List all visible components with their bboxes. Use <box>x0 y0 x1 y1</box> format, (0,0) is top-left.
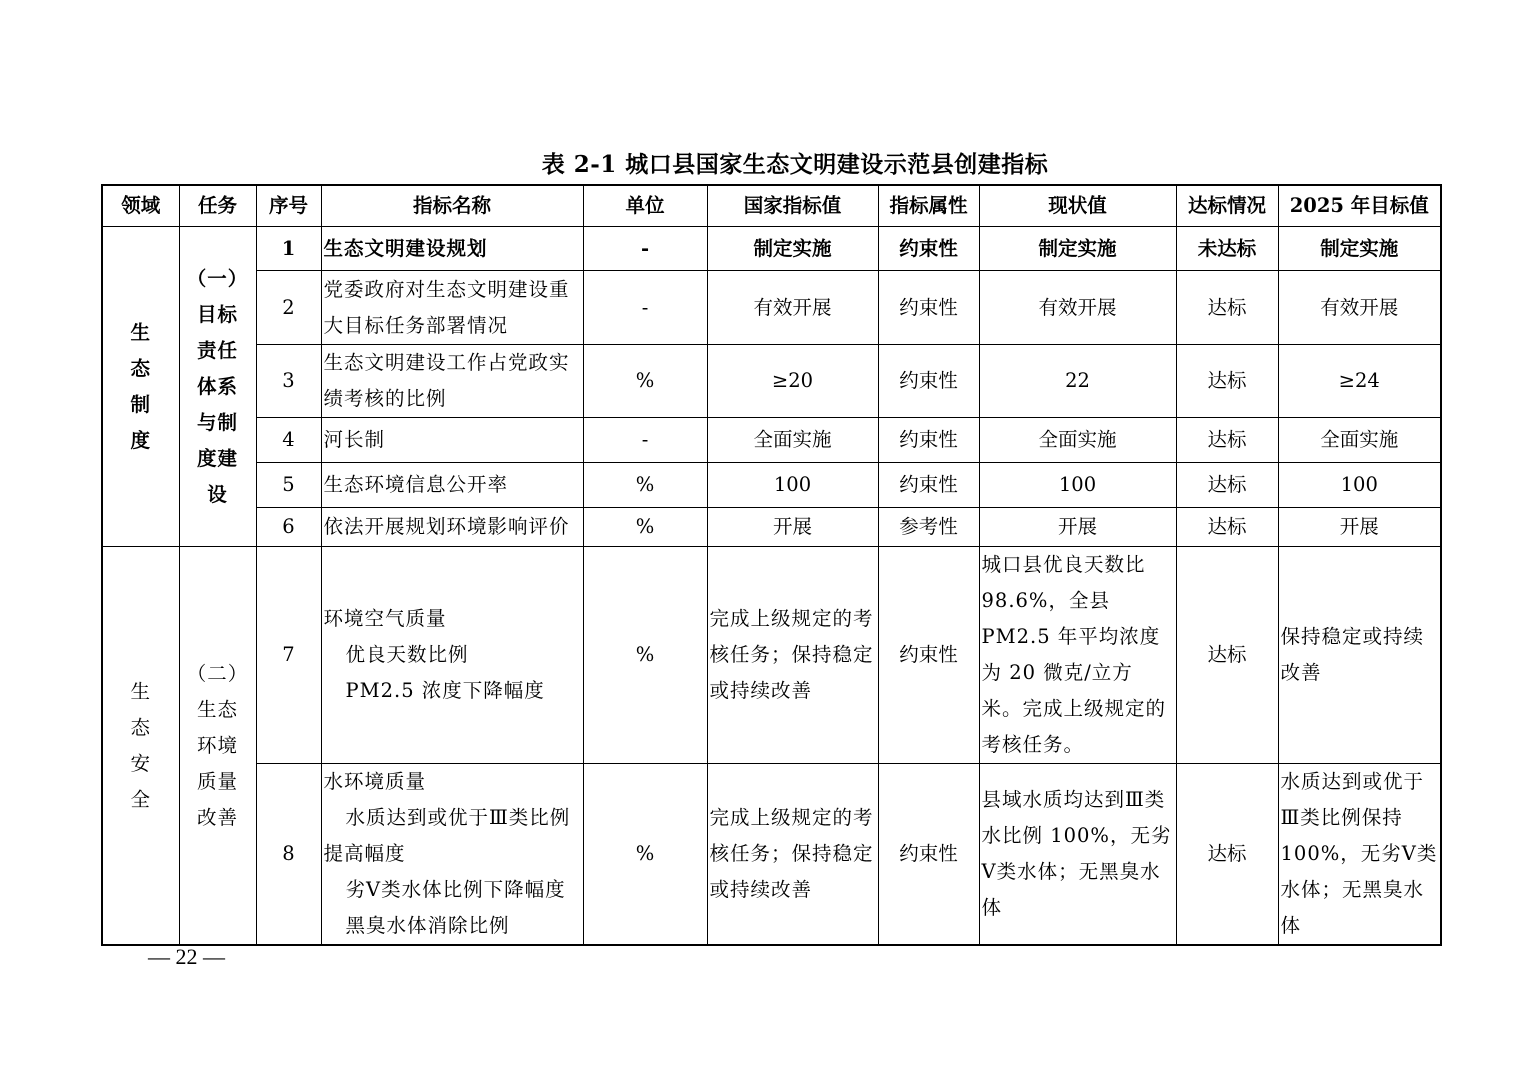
row-status: 达标 <box>1176 547 1278 764</box>
row-target: 水质达到或优于Ⅲ类比例保持 100%，无劣Ⅴ类水体；无黑臭水体 <box>1278 764 1441 946</box>
header-task: 任务 <box>179 185 256 227</box>
field-label: 生态安全 <box>130 679 151 811</box>
header-attr: 指标属性 <box>878 185 979 227</box>
task-number: （二） <box>186 661 249 685</box>
row-target: 保持稳定或持续改善 <box>1278 547 1441 764</box>
row-status: 达标 <box>1176 463 1278 508</box>
row-status: 达标 <box>1176 764 1278 946</box>
row-unit: % <box>583 508 707 547</box>
row-current: 开展 <box>979 508 1176 547</box>
row-target: 制定实施 <box>1278 227 1441 271</box>
row-current: 制定实施 <box>979 227 1176 271</box>
row-current: 城口县优良天数比 98.6%，全县 PM2.5 年平均浓度为 20 微克/立方米。完成上级规定的考核任务。 <box>979 547 1176 764</box>
task-number: （一） <box>186 266 249 290</box>
row-no: 1 <box>256 227 321 271</box>
row-status: 达标 <box>1176 418 1278 463</box>
header-unit: 单位 <box>583 185 707 227</box>
header-status: 达标情况 <box>1176 185 1278 227</box>
row-target: 开展 <box>1278 508 1441 547</box>
row-name-sub: 水质达到或优于Ⅲ类比例提高幅度 <box>323 806 571 865</box>
row-current: 县域水质均达到Ⅲ类水比例 100%，无劣Ⅴ类水体；无黑臭水体 <box>979 764 1176 946</box>
row-target: 100 <box>1278 463 1441 508</box>
field-cell <box>102 227 179 547</box>
table-title: 表 2-1 城口县国家生态文明建设示范县创建指标 <box>541 151 1049 178</box>
row-status: 未达标 <box>1176 227 1278 271</box>
row-name-main: 环境空气质量 <box>323 607 447 630</box>
page-number: — 22 — <box>148 944 225 969</box>
table-row <box>102 463 1441 508</box>
field-label: 生态制度 <box>130 320 151 452</box>
row-attr: 约束性 <box>878 418 979 463</box>
table-row <box>102 271 1441 345</box>
row-name <box>321 764 583 946</box>
row-name: 依法开展规划环境影响评价 <box>321 508 583 547</box>
header-target: 2025 年目标值 <box>1278 185 1441 227</box>
task-cell <box>179 227 256 547</box>
row-national: 有效开展 <box>707 271 878 345</box>
row-no: 8 <box>256 764 321 946</box>
indicator-table <box>101 184 1442 946</box>
row-national: 100 <box>707 463 878 508</box>
row-current: 有效开展 <box>979 271 1176 345</box>
row-name <box>321 547 583 764</box>
row-target: 有效开展 <box>1278 271 1441 345</box>
header-name: 指标名称 <box>321 185 583 227</box>
header-no: 序号 <box>256 185 321 227</box>
row-unit: % <box>583 764 707 946</box>
row-attr: 约束性 <box>878 271 979 345</box>
row-name-sub: PM2.5 浓度下降幅度 <box>345 679 545 702</box>
row-no: 3 <box>256 345 321 418</box>
row-national: 开展 <box>707 508 878 547</box>
table-row <box>102 508 1441 547</box>
row-attr: 约束性 <box>878 463 979 508</box>
row-national: ≥20 <box>707 345 878 418</box>
row-attr: 约束性 <box>878 227 979 271</box>
row-unit: - <box>583 271 707 345</box>
row-national: 完成上级规定的考核任务；保持稳定或持续改善 <box>707 764 878 946</box>
row-status: 达标 <box>1176 271 1278 345</box>
task-label: 目标责任体系与制度建设 <box>196 302 238 506</box>
row-name: 生态文明建设规划 <box>321 227 583 271</box>
row-target: 全面实施 <box>1278 418 1441 463</box>
header-field: 领域 <box>102 185 179 227</box>
table-row <box>102 227 1441 271</box>
row-no: 4 <box>256 418 321 463</box>
row-name: 党委政府对生态文明建设重大目标任务部署情况 <box>321 271 583 345</box>
table-row <box>102 547 1441 764</box>
row-name-sub: 优良天数比例 <box>345 643 469 666</box>
table-row <box>102 418 1441 463</box>
row-no: 6 <box>256 508 321 547</box>
row-attr: 约束性 <box>878 764 979 946</box>
row-current: 全面实施 <box>979 418 1176 463</box>
row-status: 达标 <box>1176 508 1278 547</box>
field-cell <box>102 547 179 946</box>
row-attr: 约束性 <box>878 547 979 764</box>
header-national: 国家指标值 <box>707 185 878 227</box>
row-current: 100 <box>979 463 1176 508</box>
row-no: 2 <box>256 271 321 345</box>
row-name-sub: 劣Ⅴ类水体比例下降幅度 <box>345 878 566 901</box>
row-no: 5 <box>256 463 321 508</box>
table-row <box>102 764 1441 946</box>
row-current: 22 <box>979 345 1176 418</box>
row-status: 达标 <box>1176 345 1278 418</box>
row-attr: 参考性 <box>878 508 979 547</box>
row-unit: % <box>583 345 707 418</box>
row-target: ≥24 <box>1278 345 1441 418</box>
row-unit: - <box>583 227 707 271</box>
row-attr: 约束性 <box>878 345 979 418</box>
row-name: 河长制 <box>321 418 583 463</box>
row-name-main: 水环境质量 <box>323 770 427 793</box>
task-cell <box>179 547 256 946</box>
row-national: 全面实施 <box>707 418 878 463</box>
header-row <box>102 185 1441 227</box>
row-national: 制定实施 <box>707 227 878 271</box>
row-no: 7 <box>256 547 321 764</box>
row-national: 完成上级规定的考核任务；保持稳定或持续改善 <box>707 547 878 764</box>
row-name: 生态文明建设工作占党政实绩考核的比例 <box>321 345 583 418</box>
row-name-sub: 黑臭水体消除比例 <box>345 914 510 937</box>
header-current: 现状值 <box>979 185 1176 227</box>
row-unit: % <box>583 463 707 508</box>
row-unit: % <box>583 547 707 764</box>
table-row <box>102 345 1441 418</box>
task-label: 生态环境质量改善 <box>196 697 238 829</box>
row-name: 生态环境信息公开率 <box>321 463 583 508</box>
row-unit: - <box>583 418 707 463</box>
